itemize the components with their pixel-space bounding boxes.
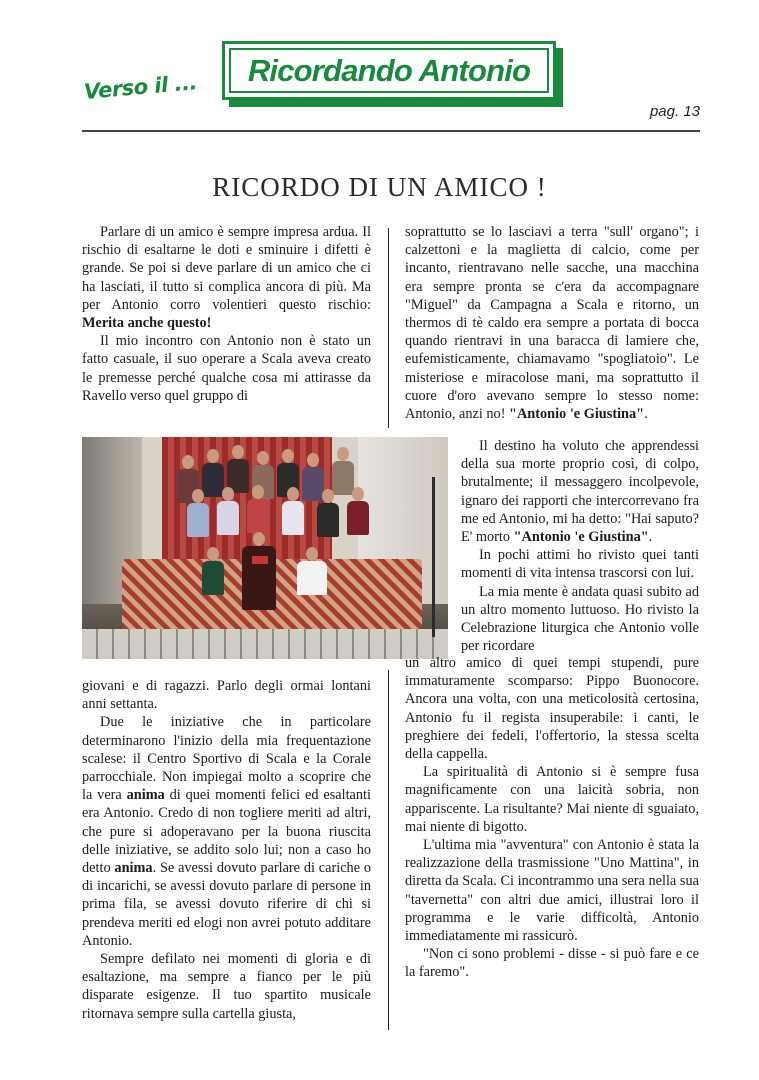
photo-person <box>227 445 249 493</box>
paragraph: giovani e di ragazzi. Parlo degli ormai lontani anni settanta. <box>82 678 371 713</box>
masthead-title: Ricordando Antonio <box>247 52 531 88</box>
header-rule <box>82 130 700 132</box>
photo-tiles <box>82 629 448 659</box>
article-headline: RICORDO DI UN AMICO ! <box>212 172 547 202</box>
paragraph: Parlare di un amico è sempre impresa ardua. Il rischio di esaltarne le doti e sminuire i difetti è grande. Se poi si deve parlare di un amico che ci ha lasciati, il tutto si complica ancora di più. Ma per Antonio corro volentieri questo rischio: Merita anche questo! <box>82 224 371 332</box>
column-divider-top <box>388 228 389 428</box>
photo-person <box>297 547 327 595</box>
paragraph: La mia mente è andata quasi subito ad un altro momento luttuoso. Ho rivisto la Celebrazione liturgica che Antonio volle per ricordare <box>461 583 699 655</box>
bold-phrase: "Antonio 'e Giustina" <box>509 406 645 423</box>
group-photo <box>82 437 448 659</box>
photo-person <box>217 487 239 535</box>
left-column-top <box>82 223 371 405</box>
paragraph: soprattutto se lo lasciavi a terra "sull' organo"; i calzettoni e la maglietta di calcio, come per incanto, rientravano nelle sacche, una macchina era sempre pronta se c'era da accompagnare "Miguel" da Campagna a Scala e ritorno, un thermos di tè caldo era sempre a portata di bocca quando rientravi in una baracca di lamiere che, eufemisticamente, chiamavamo "spogliatoio". Le misteriose e miracolose mani, ma soprattutto il cuore d'oro avevano sempre lo stesso nome: Antonio, anzi no! "Antonio 'e Giustina". <box>405 224 699 423</box>
paragraph: Il mio incontro con Antonio non è stato un fatto casuale, il suo operare a Scala aveva creato le premesse perché qualche cosa mi attirasse da Ravello verso quel gruppo di <box>82 333 371 404</box>
left-column-bottom <box>82 677 371 1023</box>
section-label: Verso il ... <box>82 70 198 104</box>
paragraph: Sempre defilato nei momenti di gloria e di esaltazione, ma sempre a fianco per le più disparate esigenze. Il tuo spartito musicale ritornava sempre sulla cartella giusta, <box>82 951 371 1022</box>
paragraph: "Non ci sono problemi - disse - si può fare e ce la faremo". <box>405 946 699 981</box>
paragraph: Il destino ha voluto che apprendessi della sua morte proprio così, di colpo, brutalmente; il messaggero incolpevole, ignaro dei rapporti che intercorrevano fra me ed Antonio, mi ha detto: "Hai saputo? E' morto "Antonio 'e Giustina". <box>461 438 699 546</box>
photo-person <box>202 547 224 595</box>
right-column-beside-photo <box>461 437 699 655</box>
photo-person <box>282 487 304 535</box>
bold-phrase: "Antonio 'e Giustina" <box>513 529 649 546</box>
bold-phrase: anima <box>126 787 165 804</box>
bold-phrase: Merita anche questo! <box>82 315 212 332</box>
column-divider-bottom <box>388 670 389 1030</box>
paragraph: La spiritualità di Antonio si è sempre fusa magnificamente con una laicità sobria, non appariscente. La risultante? Mai niente di sguaiato, mai niente di bigotto. <box>405 764 699 835</box>
bold-phrase: anima <box>114 860 153 877</box>
right-column-top <box>405 223 699 423</box>
photo-person <box>247 485 269 533</box>
photo-bishop <box>242 532 276 610</box>
paragraph: In pochi attimi ho rivisto quei tanti momenti di vita intensa trascorsi con lui. <box>461 547 699 582</box>
right-column-bottom <box>405 654 699 982</box>
photo-person <box>317 489 339 537</box>
masthead-title-box <box>222 41 556 100</box>
paragraph: un altro amico di quei tempi stupendi, pure immaturamente scomparso: Pippo Buonocore. Ancora una volta, con una meticolosità certosina, Antonio fu il regista insuperabile: i canti, le preghiere dei fedeli, l'offertorio, la stessa scelta della cappella. <box>405 655 699 763</box>
photo-person <box>347 487 369 535</box>
photo-person <box>187 489 209 537</box>
paragraph: L'ultima mia "avventura" con Antonio è stata la realizzazione della trasmissione "Uno Mattina", in diretta da Scala. Ci incontrammo una sera nella sua "tavernetta" con altri due amici, illustrai loro il programma e le varie difficoltà, Antonio immediatamente mi rassicurò. <box>405 837 699 945</box>
paragraph: Due le iniziative che in particolare determinarono l'inizio della mia frequentazione scalese: il Centro Sportivo di Scala e la Corale parrocchiale. Non impiegai molto a scoprire che la vera anima di quei momenti felici ed esaltanti era Antonio. Credo di non togliere meriti ad altri, che pure si adoperavano per la buona riuscita delle iniziative, se addito solo lui; non a caso ho detto anima. Se avessi dovuto parlare di cariche o di incarichi, se avessi dovuto parlare di persone in prima fila, se avessi dovuto riferire di chi si prendeva meriti ed elogi non avrei potuto additare Antonio. <box>82 714 372 949</box>
page-number: pag. 13 <box>649 103 700 120</box>
photo-microphone-stand <box>432 477 435 637</box>
